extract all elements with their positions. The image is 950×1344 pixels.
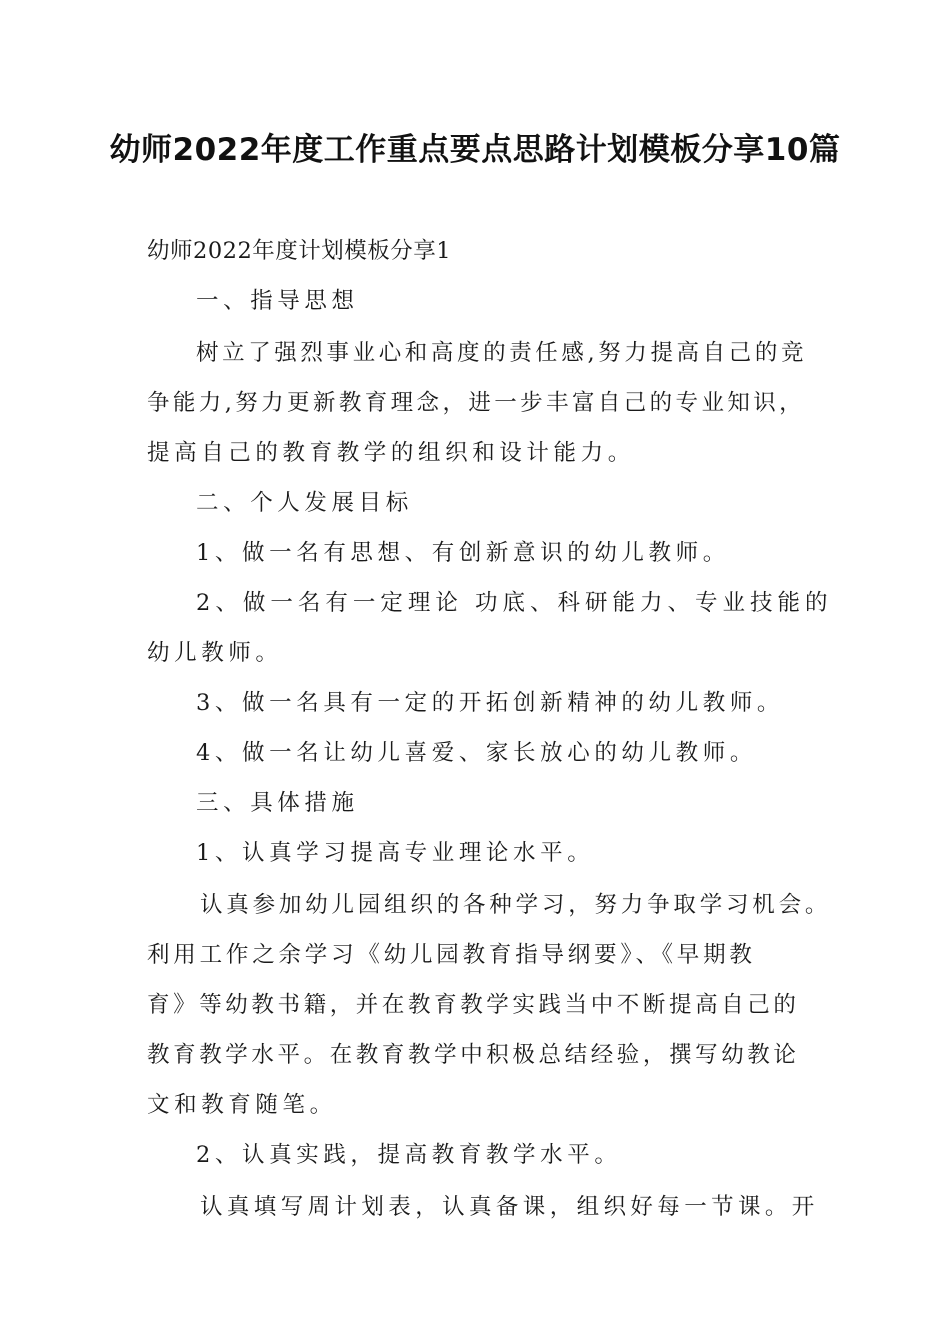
paragraph-line: 育》等幼教书籍，并在教育教学实践当中不断提高自己的 (147, 992, 800, 1018)
paragraph-line: 树立了强烈事业心和高度的责任感,努力提高自己的竞 (196, 340, 808, 366)
paragraph-line: 幼儿教师。 (147, 640, 283, 666)
paragraph-line: 文和教育随笔。 (147, 1092, 337, 1118)
paragraph-line: 4、做一名让幼儿喜爱、家长放心的幼儿教师。 (196, 740, 757, 766)
paragraph-line: 认真参加幼儿园组织的各种学习，努力争取学习机会。 (200, 892, 832, 918)
paragraph-line: 认真填写周计划表，认真备课，组织好每一节课。开 (200, 1194, 819, 1220)
paragraph-line: 利用工作之余学习《幼儿园教育指导纲要》、《早期教 (147, 942, 756, 968)
paragraph-line: 提高自己的教育教学的组织和设计能力。 (147, 440, 635, 466)
paragraph-line: 1、做一名有思想、有创新意识的幼儿教师。 (196, 540, 730, 566)
section-heading: 幼师2022年度计划模板分享1 (147, 238, 452, 264)
paragraph-line: 三、具体措施 (196, 790, 359, 816)
paragraph-line: 3、做一名具有一定的开拓创新精神的幼儿教师。 (196, 690, 785, 716)
paragraph-line: 2、认真实践，提高教育教学水平。 (196, 1142, 622, 1168)
paragraph-line: 教育教学水平。在教育教学中积极总结经验，撰写幼教论 (147, 1042, 800, 1068)
paragraph-line: 二、个人发展目标 (196, 490, 413, 516)
paragraph-line: 争能力,努力更新教育理念，进一步丰富自己的专业知识， (147, 390, 806, 416)
document-title: 幼师2022年度工作重点要点思路计划模板分享10篇 (109, 132, 841, 168)
paragraph-line: 2、做一名有一定理论 功底、科研能力、专业技能的 (196, 590, 833, 616)
paragraph-line: 1、认真学习提高专业理论水平。 (196, 840, 595, 866)
paragraph-line: 一、指导思想 (196, 288, 359, 314)
